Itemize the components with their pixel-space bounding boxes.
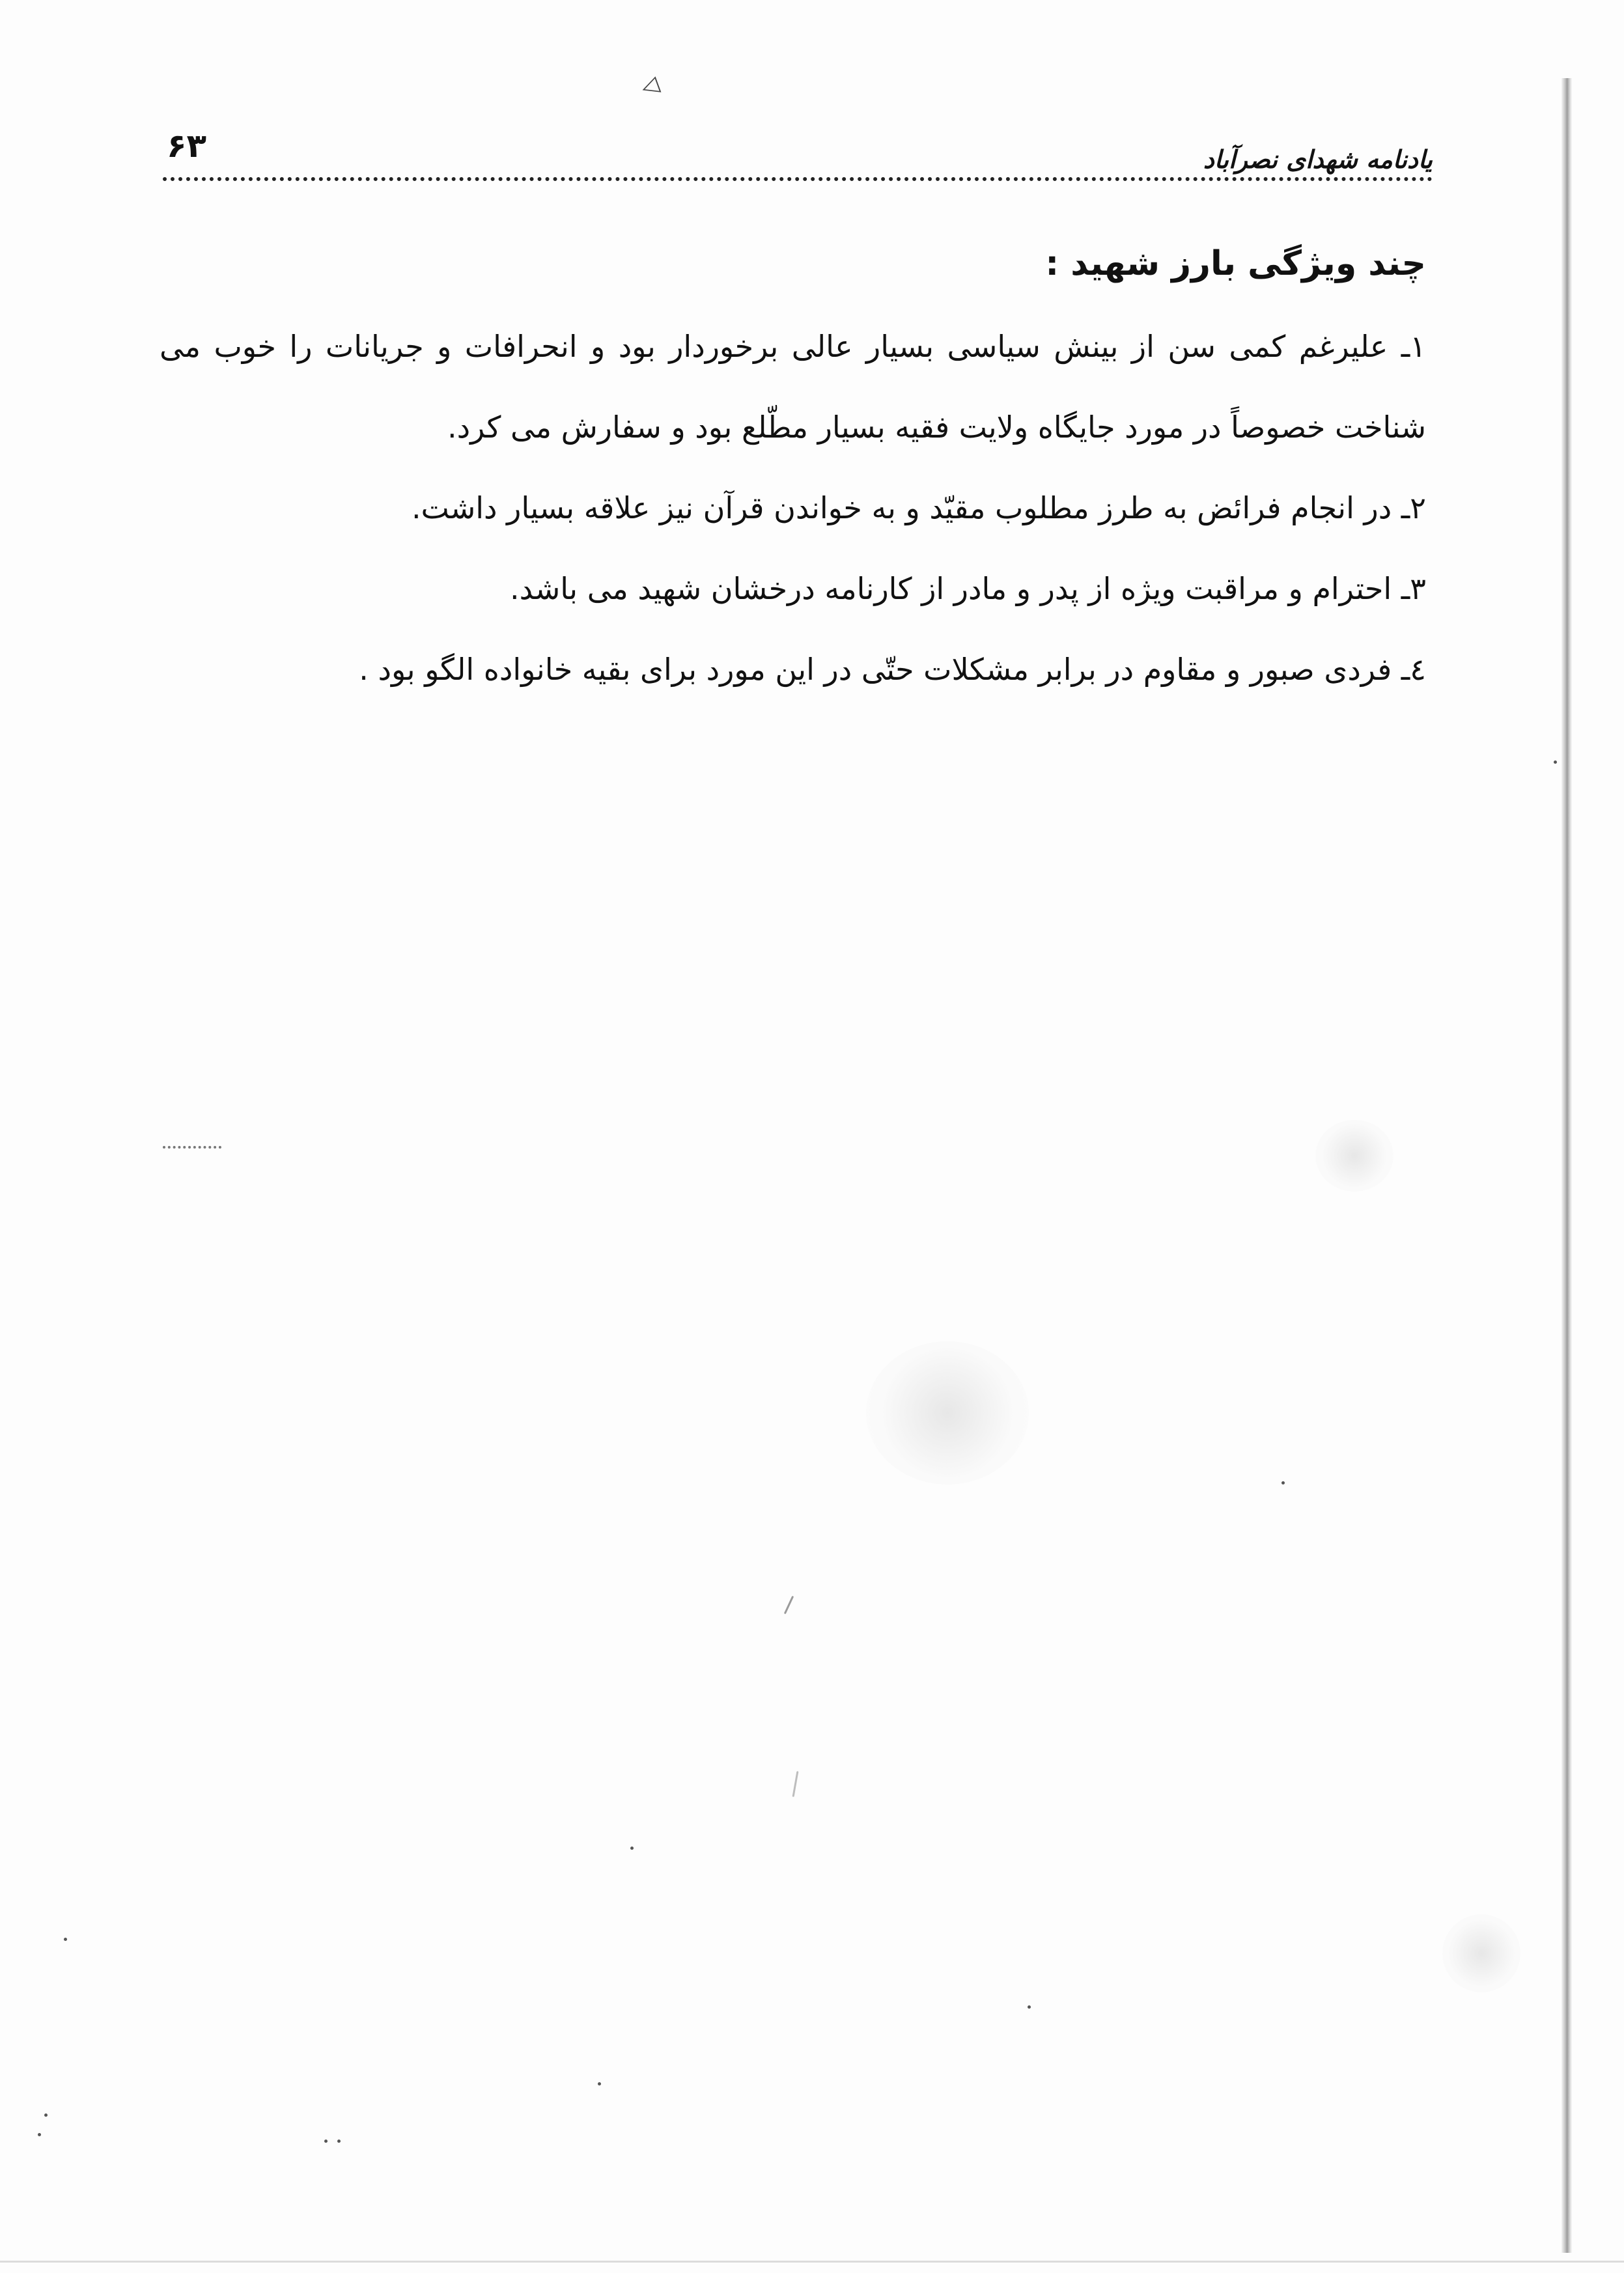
scan-scratch: [792, 1771, 799, 1797]
scan-shadow-edge: [1561, 78, 1572, 2253]
scan-speck: [38, 2133, 41, 2136]
scan-smudge: [1315, 1120, 1393, 1192]
scan-speck: [64, 1938, 67, 1941]
scan-scratch: [784, 1596, 794, 1614]
scan-speck: [1281, 1481, 1285, 1485]
list-item-2: ٢ـ در انجام فرائض به طرز مطلوب مقیّد و به خواندن قرآن نیز علاقه بسیار داشت.: [411, 490, 1426, 525]
scan-speck: [337, 2140, 341, 2143]
scan-speck: [324, 2140, 328, 2143]
header-dotted-rule: [163, 177, 1433, 181]
scan-speck: [598, 2082, 601, 2085]
scan-speck: [1554, 760, 1557, 764]
list-item-4: ٤ـ فردی صبور و مقاوم در برابر مشکلات حتّی در این مورد برای بقیه خانواده الگو بود .: [359, 652, 1426, 687]
scan-artifact-dots: [163, 1146, 221, 1149]
book-title: یادنامه شهدای نصرآباد: [1203, 145, 1433, 174]
scan-speck: [630, 1847, 634, 1850]
list-item-1: ١ـ علیرغم کمی سن از بینش سیاسی بسیار عالی برخوردار بود و انحرافات و جریانات را خوب می شناخت خصوصاً در مورد جایگاه ولایت فقیه بسیار مطّلع بود و سفارش می کرد.: [160, 329, 1426, 445]
scan-smudge: [1442, 1914, 1520, 1992]
scan-smudge: [866, 1341, 1029, 1485]
page-number: ۶۳: [167, 127, 207, 165]
scan-speck: [44, 2113, 48, 2117]
list-item-3: ٣ـ احترام و مراقبت ویژه از پدر و مادر از کارنامه درخشان شهید می باشد.: [509, 571, 1426, 606]
scan-artifact-mark: ◁: [637, 70, 663, 102]
scan-bottom-edge: [0, 2261, 1624, 2263]
section-heading: چند ویژگی بارز شهید :: [1045, 244, 1426, 283]
scan-speck: [1028, 2005, 1031, 2009]
main-text: [160, 221, 1426, 710]
